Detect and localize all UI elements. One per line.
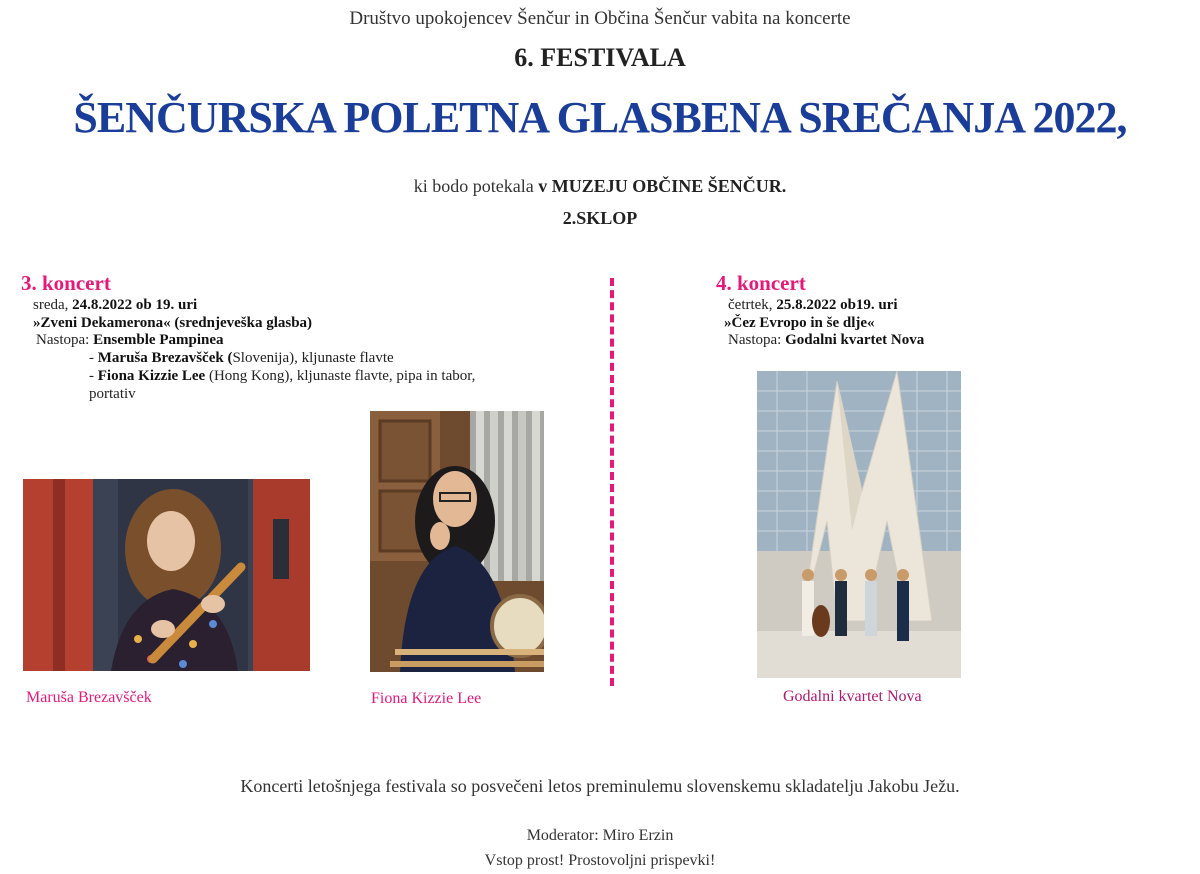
concert-3-performers-label: Nastopa: [36,332,90,348]
performer-1-details: Slovenija), kljunaste flavte [232,350,394,366]
concert-3-day: sreda, [33,297,69,313]
concert-4-heading: 4. koncert [716,271,806,295]
concert-4-program-title: »Čez Evropo in še dlje« [724,315,875,331]
concert-3-heading: 3. koncert [21,271,111,295]
concert-4-day: četrtek, [728,297,773,313]
dedication-line: Koncerti letošnjega festivala so posvečeni letos preminulemu slovenskemu skladatelju Jakobu Ježu. [240,776,960,796]
concert-3-performer-1 [89,349,394,367]
location-prefix: ki bodo potekala [413,176,534,196]
caption-fiona: Fiona Kizzie Lee [371,690,482,707]
location-line [0,176,1200,197]
concert-4-program [724,314,875,332]
photo-fiona-kizzie-lee [370,411,544,672]
concert-3-performers [36,331,224,349]
caption-marusa: Maruša Brezavšček [26,689,152,706]
series-label: 2.SKLOP [562,208,638,228]
moderator-line: Moderator: Miro Erzin [526,827,674,844]
invitation-line: Društvo upokojencev Šenčur in Občina Šenčur vabita na koncerte [349,8,851,29]
concert-4-performers-label: Nastopa: [728,332,782,348]
concert-4-performers [728,331,924,349]
performer-2-name: Fiona Kizzie Lee [97,368,206,384]
concert-4-date [728,296,898,314]
concert-3-datetime: 24.8.2022 ob 19. uri [72,297,198,313]
location-venue: v MUZEJU OBČINE ŠENČUR. [538,176,787,196]
list-dash: - [89,350,94,366]
concert-3-performer-2-cont: portativ [89,386,136,402]
concert-3-date [33,296,197,314]
column-divider [610,278,614,686]
concert-3-performer-2 [89,367,475,385]
concert-3-program [33,314,312,332]
festival-number: 6. FESTIVALA [514,43,686,72]
performer-1-name: Maruša Brezavšček ( [97,350,233,366]
list-dash: - [89,368,94,384]
festival-title: ŠENČURSKA POLETNA GLASBENA SREČANJA 2022, [73,93,1127,142]
concert-4-ensemble: Godalni kvartet Nova [785,332,925,348]
performer-2-details: (Hong Kong), kljunaste flavte, pipa in tabor, [208,368,476,384]
entry-line: Vstop prost! Prostovoljni prispevki! [484,852,716,869]
concert-4-datetime: 25.8.2022 ob19. uri [776,297,898,313]
photo-godalni-kvartet-nova [757,371,961,678]
photo-marusa-brezavscek [23,479,310,671]
caption-quartet: Godalni kvartet Nova [783,688,922,705]
concert-3-ensemble: Ensemble Pampinea [93,332,224,348]
concert-3-program-title: »Zveni Dekamerona« (srednjeveška glasba) [33,315,313,331]
